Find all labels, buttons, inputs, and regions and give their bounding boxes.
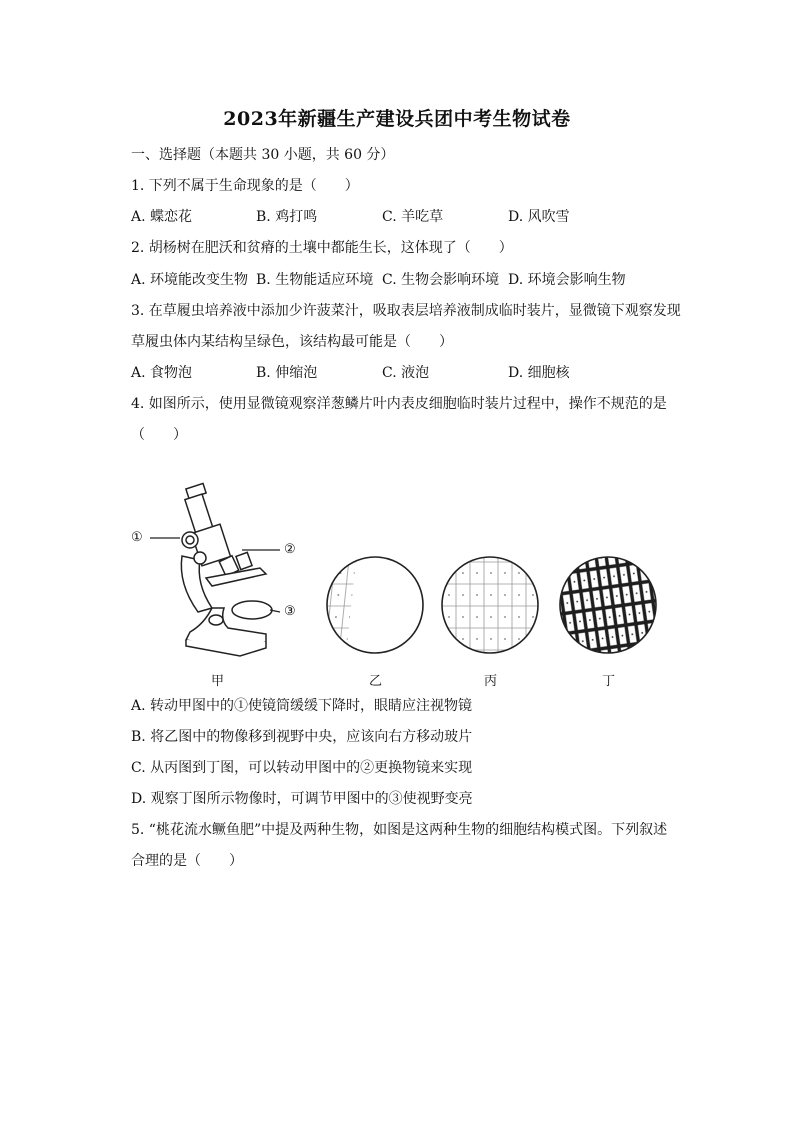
q4-stem-line2: （ ）: [131, 427, 187, 443]
q4-stem-line1: 4. 如图所示，使用显微镜观察洋葱鳞片叶内表皮细胞临时装片过程中，操作不规范的是: [131, 396, 667, 412]
q2-option-a: A. 环境能改变生物: [131, 272, 249, 288]
q3-stem-line2: 草履虫体内某结构呈绿色，该结构最可能是（ ）: [131, 334, 453, 350]
q1-option-a: A. 蝶恋花: [131, 209, 193, 225]
q4-option-d: D. 观察丁图所示物像时，可调节甲图中的③使视野变亮: [131, 791, 473, 807]
q3-option-b: B. 伸缩泡: [256, 365, 318, 381]
panel-label-bing: 丙: [484, 674, 498, 689]
marker-2: ②: [284, 542, 296, 557]
section-heading: 一、选择题（本题共 30 小题，共 60 分）: [131, 147, 395, 163]
q4-option-b: B. 将乙图中的物像移到视野中央，应该向右方移动玻片: [131, 729, 473, 745]
q3-option-a: A. 食物泡: [131, 365, 193, 381]
panel-label-jia: 甲: [211, 674, 225, 689]
q2-stem: 2. 胡杨树在肥沃和贫瘠的土壤中都能生长，这体现了（ ）: [131, 240, 513, 256]
microscope-figure: [120, 474, 680, 690]
q3-option-c: C. 液泡: [382, 365, 430, 381]
q1-option-b: B. 鸡打鸣: [256, 209, 318, 225]
q5-stem-line2: 合理的是（ ）: [131, 853, 243, 869]
view-ding: [556, 554, 660, 658]
q3-stem-line1: 3. 在草履虫培养液中添加少许菠菜汁，吸取表层培养液制成临时装片，显微镜下观察发现: [131, 303, 681, 319]
marker-3: ③: [284, 604, 296, 619]
view-yi: [306, 555, 423, 655]
q1-stem: 1. 下列不属于生命现象的是（ ）: [131, 178, 359, 194]
panel-label-yi: 乙: [369, 674, 383, 689]
microscope-drawing: [181, 483, 272, 656]
figure-drawing: [120, 474, 680, 690]
page-title: 2023年新疆生产建设兵团中考生物试卷: [223, 108, 571, 130]
q2-option-d: D. 环境会影响生物: [508, 272, 626, 288]
q3-option-d: D. 细胞核: [508, 365, 570, 381]
view-bing: [438, 554, 542, 658]
q4-option-a: A. 转动甲图中的①使镜筒缓缓下降时，眼睛应注视物镜: [131, 698, 473, 714]
q2-option-c: C. 生物会影响环境: [382, 272, 500, 288]
q1-option-c: C. 羊吃草: [382, 209, 444, 225]
q4-option-c: C. 从丙图到丁图，可以转动甲图中的②更换物镜来实现: [131, 760, 473, 776]
q5-stem-line1: 5. “桃花流水鳜鱼肥”中提及两种生物，如图是这两种生物的细胞结构模式图。下列叙述: [131, 822, 668, 838]
q1-option-d: D. 风吹雪: [508, 209, 570, 225]
q2-option-b: B. 生物能适应环境: [256, 272, 374, 288]
marker-1: ①: [131, 530, 143, 545]
panel-label-ding: 丁: [602, 674, 616, 689]
